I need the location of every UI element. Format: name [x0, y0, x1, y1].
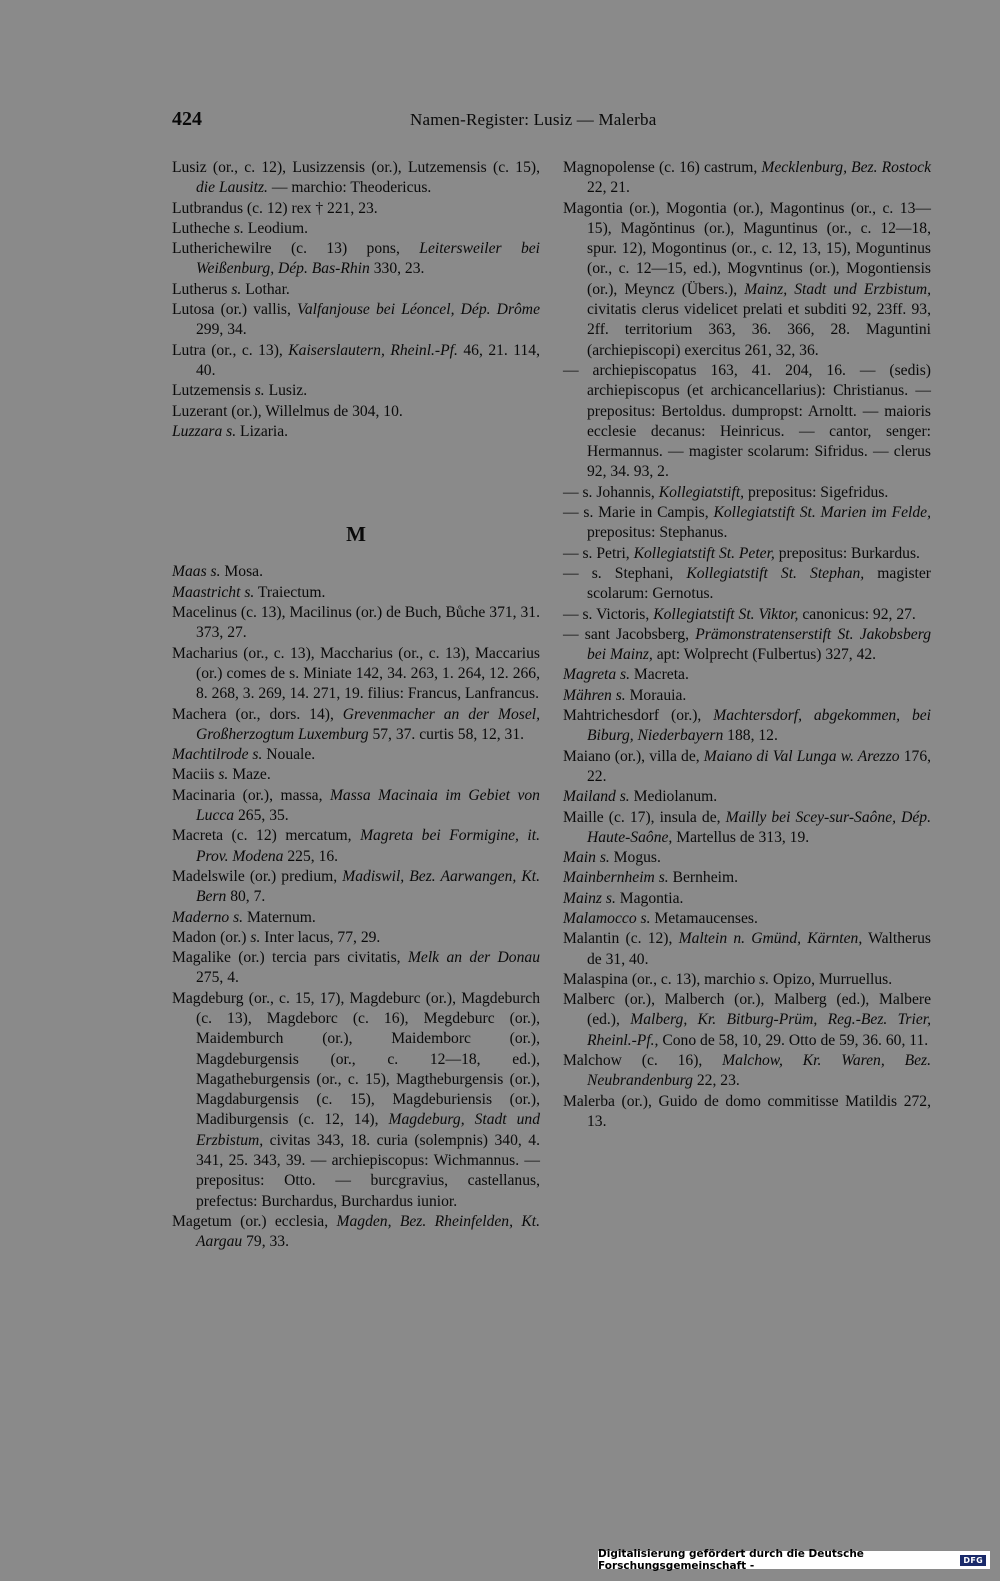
- index-entry: Macinaria (or.), massa, Massa Macinaia im Gebiet von Lucca 265, 35.: [172, 786, 540, 825]
- index-entry: Luzerant (or.), Willelmus de 304, 10.: [172, 402, 403, 420]
- index-entry: Mainz s. Magontia.: [563, 889, 684, 907]
- index-entry: Lutherichewilre (c. 13) pons, Leitersweiler bei Weißenburg, Dép. Bas-Rhin 330, 23.: [172, 240, 540, 278]
- section-gap: [172, 442, 540, 524]
- index-entry: Madon (or.) s. Inter lacus, 77, 29.: [172, 928, 381, 946]
- index-column-right: [563, 158, 931, 1132]
- index-entry: Mainbernheim s. Bernheim.: [563, 869, 738, 887]
- index-entry: Machera (or., dors. 14), Grevenmacher an der Mosel, Großherzogtum Luxemburg 57, 37. curtis 58, 12, 31.: [172, 705, 540, 743]
- index-entry: Luzzara s. Lizaria.: [172, 422, 289, 440]
- index-entry: — s. Stephani, Kollegiatstift St. Stephan, magister scolarum: Gernotus.: [563, 564, 931, 603]
- index-entry: Lusiz (or., c. 12), Lusizzensis (or.), Lutzemensis (c. 15), die Lausitz. — marchio: Theodericus.: [172, 159, 540, 197]
- index-entry: — s. Victoris, Kollegiatstift St. Viktor, canonicus: 92, 27.: [563, 605, 916, 623]
- index-entry: Maderno s. Maternum.: [172, 908, 316, 926]
- index-entry: Malantin (c. 12), Maltein n. Gmünd, Kärnten, Waltherus de 31, 40.: [563, 930, 932, 968]
- index-entry: Magontia (or.), Mogontia (or.), Magontinus (or., c. 13—15), Magŏntinus (or.), Maguntinus (or., c. 12—18, spur. 12), Mogontinus (or., c. 12, 13, 15), Moguntinus (or., c. 12—15, ed.), Mogvntinus (or.), Mogontiensis (or.), Meyncz (Übers.), Mainz, Stadt und Erzbistum, civitatis clerus videlicet prelati et subditi 92, 23ff. 93, 2ff. territorium 363, 36. 366, 28. Maguntini (archiepiscopi) exercitus 261, 32, 36.: [563, 199, 931, 359]
- index-entry: Main s. Mogus.: [563, 849, 661, 867]
- index-entry: Magreta s. Macreta.: [563, 666, 689, 684]
- index-entry: Magetum (or.) ecclesia, Magden, Bez. Rheinfelden, Kt. Aargau 79, 33.: [172, 1212, 540, 1251]
- index-entry: Machtilrode s. Nouale.: [172, 746, 316, 764]
- footer-text: Digitalisierung gefördert durch die Deutsche Forschungsgemeinschaft -: [598, 1548, 864, 1572]
- index-column-left: [172, 158, 540, 1253]
- page-number: 424: [172, 108, 202, 130]
- index-entry: Mahtrichesdorf (or.), Machtersdorf, abgekommen, bei Biburg, Niederbayern 188, 12.: [563, 707, 931, 745]
- index-entry: Maastricht s. Traiectum.: [172, 583, 326, 601]
- index-entry: Madelswile (or.) predium, Madiswil, Bez. Aarwangen, Kt. Bern 80, 7.: [172, 867, 540, 906]
- entries-l-z: [172, 158, 540, 442]
- index-entry: — s. Petri, Kollegiatstift St. Peter, prepositus: Burkardus.: [563, 544, 920, 562]
- index-entry: Maiano (or.), villa de, Maiano di Val Lunga w. Arezzo 176, 22.: [563, 747, 932, 785]
- index-entry: Lutheche s. Leodium.: [172, 219, 308, 237]
- index-entry: Macelinus (c. 13), Macilinus (or.) de Buch, Bůche 371, 31. 373, 27.: [172, 604, 540, 642]
- index-entry: Malerba (or.), Guido de domo commitisse Matildis 272, 13.: [563, 1092, 931, 1130]
- index-entry: Magdeburg (or., c. 15, 17), Magdeburc (or.), Magdeburch (c. 13), Magdeborc (c. 16), Megdeburc (or.), Maidemburch (or.), Maidemborc (or.), Magdeburgensis (or., c. 12—18, ed.), Magatheburgensis (or., c. 15), Magtheburgensis (or.), Magdaburgensis (c. 15), Magdeburiensis (or.), Madiburgensis (c. 12, 14), Magdeburg, Stadt und Erzbistum, civitas 343, 18. curia (solempnis) 340, 4. 341, 25. 343, 39. — archiepiscopus: Wichmannus. — prepositus: Otto. — burcgravius, castellanus, prefectus: Burchardus, Burchardus iunior.: [172, 989, 540, 1210]
- index-entry: Magnopolense (c. 16) castrum, Mecklenburg, Bez. Rostock 22, 21.: [563, 159, 932, 197]
- entries-m-continued: [563, 158, 931, 1132]
- index-entry: Maas s. Mosa.: [172, 563, 263, 581]
- index-entry: Mähren s. Morauia.: [563, 686, 687, 704]
- letter-heading: M: [346, 522, 366, 547]
- running-head: Namen-Register: Lusiz — Malerba: [410, 110, 657, 129]
- digitization-footer: [598, 1548, 990, 1572]
- index-entry: — s. Marie in Campis, Kollegiatstift St. Marien im Felde, prepositus: Stephanus.: [563, 504, 931, 542]
- index-entry: Malamocco s. Metamaucenses.: [563, 909, 758, 927]
- index-entry: Lutra (or., c. 13), Kaiserslautern, Rheinl.-Pf. 46, 21. 114, 40.: [172, 341, 540, 379]
- dfg-logo: DFG: [960, 1555, 986, 1566]
- index-entry: Lutosa (or.) vallis, Valfanjouse bei Léoncel, Dép. Drôme 299, 34.: [172, 301, 540, 339]
- index-entry: Maciis s. Maze.: [172, 766, 271, 784]
- index-entry: Malaspina (or., c. 13), marchio s. Opizo, Murruellus.: [563, 970, 893, 988]
- page-header: [172, 108, 692, 136]
- index-entry: Macreta (c. 12) mercatum, Magreta bei Formigine, it. Prov. Modena 225, 16.: [172, 827, 540, 865]
- index-entry: Maille (c. 17), insula de, Mailly bei Scey-sur-Saône, Dép. Haute-Saône, Martellus de 313, 19.: [563, 808, 931, 846]
- index-entry: — s. Johannis, Kollegiatstift, prepositus: Sigefridus.: [563, 483, 889, 501]
- index-entry: Lutherus s. Lothar.: [172, 280, 290, 298]
- index-entry: Macharius (or., c. 13), Maccharius (or., c. 13), Maccarius (or.) comes de s. Miniate 142, 34. 263, 1. 264, 12. 266, 8. 268, 3. 269, 14. 271, 19. filius: Francus, Lanfrancus.: [172, 644, 540, 703]
- index-entry: — sant Jacobsberg, Prämonstratenserstift St. Jakobsberg bei Mainz, apt: Wolprecht (Fulbertus) 327, 42.: [563, 625, 931, 664]
- index-entry: Mailand s. Mediolanum.: [563, 788, 718, 806]
- index-entry: Lutzemensis s. Lusiz.: [172, 382, 308, 400]
- index-entry: Malchow (c. 16), Malchow, Kr. Waren, Bez. Neubrandenburg 22, 23.: [563, 1052, 931, 1090]
- index-entry: Magalike (or.) tercia pars civitatis, Melk an der Donau 275, 4.: [172, 949, 540, 987]
- index-entry: Lutbrandus (c. 12) rex † 221, 23.: [172, 199, 378, 217]
- index-entry: — archiepiscopatus 163, 41. 204, 16. — (sedis) archiepiscopus (et archicancellarius): Christianus. — prepositus: Bertoldus. dumpropst: Arnoltt. — maioris ecclesie decanus: Heinricus. — cantor, senger: Hermannus. — magister scolarum: Sifridus. — clerus 92, 34. 93, 2.: [563, 361, 931, 481]
- entries-m: [172, 562, 540, 1252]
- index-entry: Malberc (or.), Malberch (or.), Malberg (ed.), Malbere (ed.), Malberg, Kr. Bitburg-Prüm, Reg.-Bez. Trier, Rheinl.-Pf., Cono de 58, 10, 29. Otto de 59, 36. 60, 11.: [563, 991, 931, 1049]
